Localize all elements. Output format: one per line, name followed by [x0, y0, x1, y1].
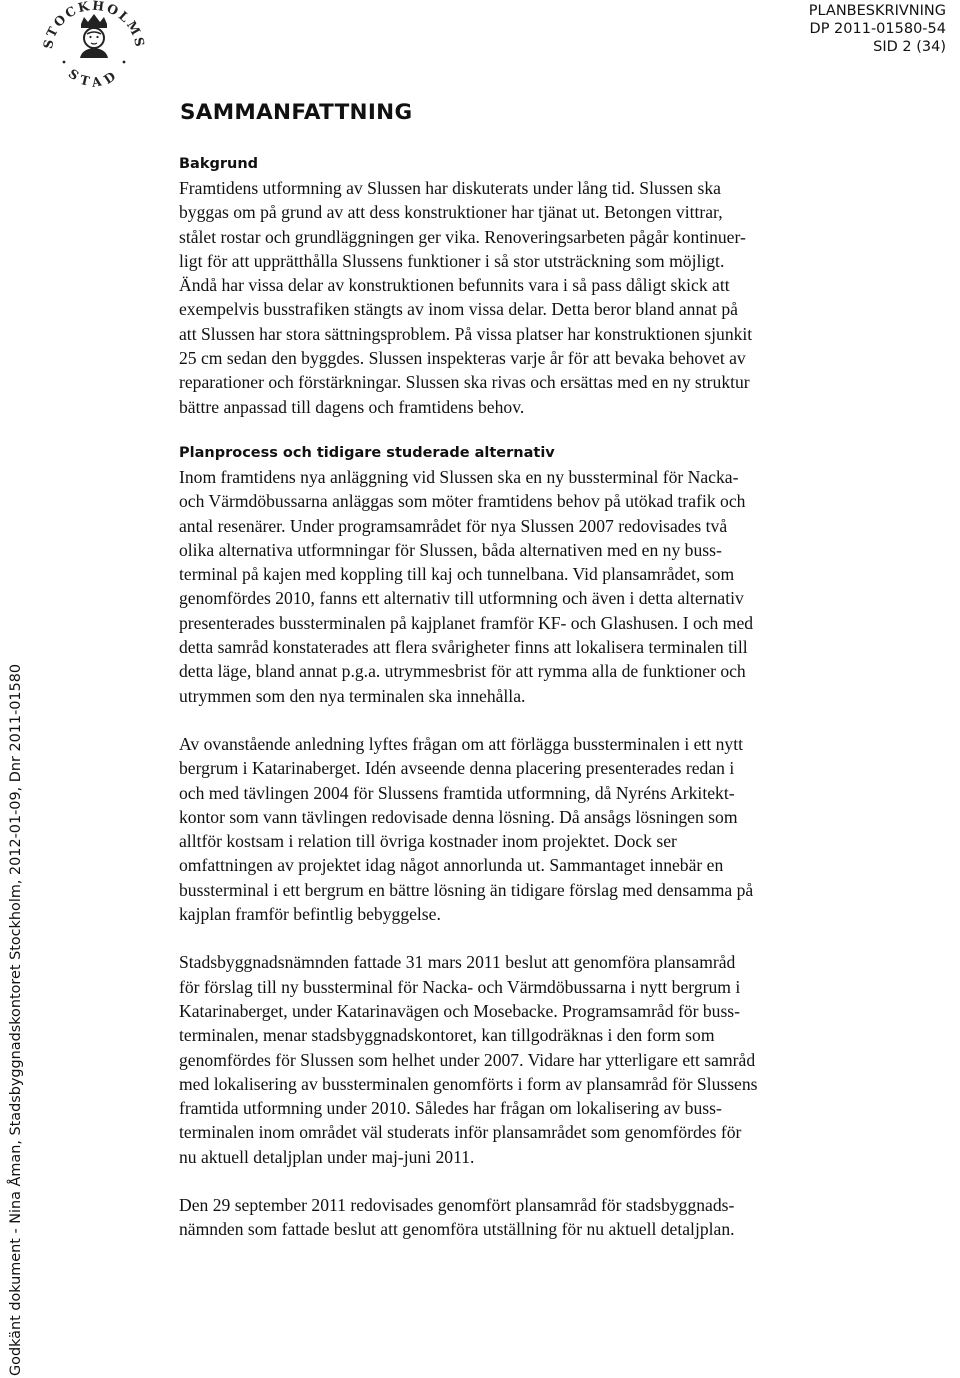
svg-text:STOCKHOLMS: STOCKHOLMS: [39, 0, 149, 50]
text-line: terminalen, menar stadsbyggnadskontoret, kan tillgodräknas i den form som: [179, 1025, 715, 1046]
text-line: alltför kostsam i relation till övriga kostnader inom projektet. Dock ser: [179, 831, 677, 852]
text-line: ligt för att upprätthålla Slussens funktioner i så stor utsträckning som möjligt.: [179, 250, 725, 271]
text-line: bussterminal i ett bergrum en bättre lösning än tidigare förslag med densamma på: [179, 879, 754, 900]
text-line: Stadsbyggnadsnämnden fattade 31 mars 2011 beslut att genomföra plansamråd: [179, 952, 736, 973]
text-line: omfattningen av projektet idag något annorlunda ut. Sammantaget innebär en: [179, 855, 724, 876]
section-bakgrund: [179, 154, 879, 419]
text-line: Ändå har vissa delar av konstruktionen befunnits vara i så pass dåligt skick att: [179, 275, 730, 296]
text-line: kontor som vann tävlingen redovisade denna lösning. Då ansågs lösningen som: [179, 806, 738, 827]
text-line: med lokalisering av bussterminalen genomförts i form av plansamråd för Slussens: [179, 1073, 758, 1094]
crowned-head-emblem: [80, 14, 108, 58]
stockholms-stad-logo: [38, 0, 150, 100]
text-line: nämnden som fattade beslut att genomföra utställning för nu aktuell detaljplan.: [179, 1219, 735, 1240]
svg-text:STAD: STAD: [65, 65, 123, 90]
text-line: detta samråd konstaterades att flera svårigheter finns att lokalisera terminalen till: [179, 637, 748, 658]
text-line: 25 cm sedan den byggdes. Slussen inspekteras varje år för att bevaka behovet av: [179, 348, 746, 369]
document-header-info: [809, 2, 946, 56]
paragraph: [179, 465, 879, 708]
page-number: SID 2 (34): [873, 39, 946, 55]
text-line: genomfördes 2010, fanns ett alternativ till utformning och även i detta alternativ: [179, 588, 744, 609]
text-line: genomfördes för Slussen som helhet under 2007. Vidare har ytterligare ett samråd: [179, 1049, 756, 1070]
text-line: kajplan framför befintlig bebyggelse.: [179, 904, 441, 925]
text-line: terminal på kajen med koppling till kaj och tunnelbana. Vid plansamrådet, som: [179, 564, 735, 585]
text-line: och Värmdöbussarna anläggas som möter framtidens behov på utökad trafik och: [179, 491, 746, 512]
text-line: Framtidens utformning av Slussen har diskuterats under lång tid. Slussen ska: [179, 178, 721, 198]
text-line: olika alternativa utformningar för Slussen, båda alternativen med en ny buss-: [179, 539, 722, 560]
text-line: Katarinaberget, under Katarinavägen och Mosebacke. Programsamråd för buss-: [179, 1000, 740, 1021]
doc-number: DP 2011-01580-54: [809, 21, 946, 37]
paragraph: [179, 950, 879, 1169]
text-line: nu aktuell detaljplan under maj-juni 2011.: [179, 1146, 475, 1167]
text-line: framtida utformning under 2010. Således har frågan om lokalisering av buss-: [179, 1098, 722, 1119]
paragraph: [179, 732, 879, 926]
page-title: SAMMANFATTNING: [180, 100, 413, 125]
document-body: [179, 154, 879, 1242]
text-line: utrymmen som den nya terminalen ska innehålla.: [179, 685, 526, 706]
text-line: detta läge, bland annat p.g.a. utrymmesbrist för att rymma alla de funktioner och: [179, 661, 746, 682]
text-line: för förslag till ny bussterminal för Nacka- och Värmdöbussarna i nytt bergrum i: [179, 976, 741, 997]
text-line: Inom framtidens nya anläggning vid Slussen ska en ny bussterminal för Nacka-: [179, 466, 739, 487]
text-line: stålet rostar och grundläggningen ger vika. Renoveringsarbeten pågår kontinuer-: [179, 226, 746, 247]
text-line: reparationer och förstärkningar. Slussen ska rivas och ersättas med en ny struktur: [179, 372, 750, 393]
text-line: bergrum i Katarinaberget. Idén avseende denna placering presenterades redan i: [179, 758, 735, 779]
text-line: terminalen inom området väl studerats inför plansamrådet som genomfördes för: [179, 1122, 742, 1143]
text-line: bättre anpassad till dagens och framtidens behov.: [179, 396, 525, 417]
text-line: exempelvis busstrafiken stängts av inom vissa delar. Detta beror bland annat på: [179, 299, 738, 320]
text-line: Den 29 september 2011 redovisades genomfört plansamråd för stadsbyggnads-: [179, 1194, 735, 1215]
section-planprocess: [179, 443, 879, 1242]
paragraph: [179, 176, 879, 419]
approval-side-note: Godkänt dokument - Nina Åman, Stadsbyggnadskontoret Stockholm, 2012-01-09, Dnr 2011-01580: [8, 663, 24, 1376]
section-heading: Planprocess och tidigare studerade alternativ: [179, 444, 555, 461]
text-line: byggas om på grund av att dess konstruktioner har tjänat ut. Betongen vittrar,: [179, 202, 723, 223]
section-heading: Bakgrund: [179, 156, 259, 172]
paragraph: [179, 1193, 879, 1242]
text-line: att Slussen har stora sättningsproblem. På vissa platser har konstruktionen sjunkit: [179, 323, 753, 344]
text-line: presenterades bussterminalen på kajplanet framför KF- och Glashusen. I och med: [179, 612, 754, 633]
doc-type: PLANBESKRIVNING: [808, 3, 946, 19]
text-line: Av ovanstående anledning lyftes frågan om att förlägga bussterminalen i ett nytt: [179, 733, 743, 754]
text-line: antal resenärer. Under programsamrådet för nya Slussen 2007 redovisades två: [179, 515, 728, 536]
text-line: och med tävlingen 2004 för Slussens framtida utformning, då Nyréns Arkitekt-: [179, 782, 735, 803]
